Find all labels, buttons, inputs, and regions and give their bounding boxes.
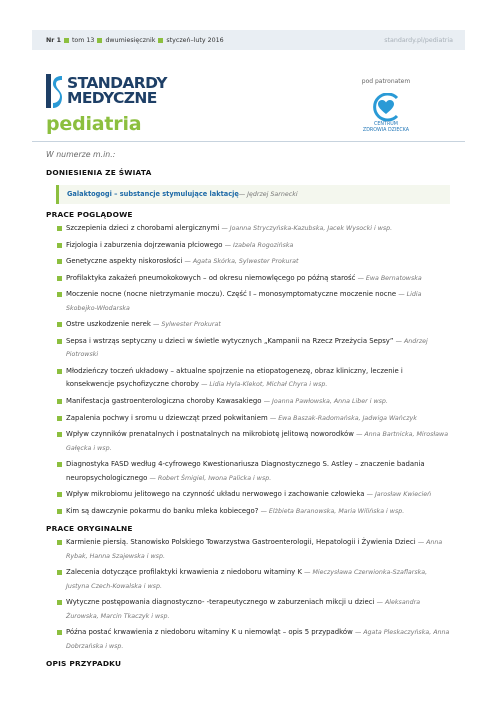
list-item[interactable] — [57, 365, 450, 392]
article-title: Zapalenia pochwy i sromu u dziewcząt przed pokwitaniem — [66, 413, 268, 422]
issue-date: styczeń–luty 2016 — [166, 36, 224, 44]
article-title: Sepsa i wstrząs septyczny u dzieci w świetle wytycznych „Kampanii na Rzecz Przeżycia Sepsy” — [66, 336, 394, 345]
article-title: Genetyczne aspekty niskorosłości — [66, 257, 183, 266]
contents-intro: W numerze m.in.: — [46, 150, 116, 159]
masthead-title — [67, 76, 167, 106]
masthead-line2: MEDYCZNE — [67, 89, 157, 107]
article-list — [57, 222, 450, 518]
article-authors: — Andrzej Piotrowski — [66, 337, 428, 359]
article-title: Wytyczne postępowania diagnostyczno- -terapeutycznego w zaburzeniach mikcji u dzieci — [66, 598, 375, 607]
article-authors: — Sylwester Prokurat — [153, 321, 221, 329]
section-title: PRACE ORYGINALNE — [46, 524, 133, 534]
article-authors: — Aleksandra Żurowska, Marcin Tkaczyk i wsp. — [66, 599, 421, 620]
patronage-org-line1: CENTRUM — [374, 122, 398, 127]
article-title: Diagnostyka FASD według 4-cyfrowego Kwestionariusza Diagnostycznego S. Astley – znaczenie badania neuropsychologicznego — [66, 460, 425, 482]
list-item[interactable] — [57, 239, 450, 252]
article-authors: — Robert Śmigiel, Iwona Palicka i wsp. — [149, 474, 272, 482]
journal-subtitle: pediatria — [46, 113, 142, 135]
article-title: Fizjologia i zaburzenia dojrzewania płciowego — [66, 240, 223, 249]
section-title: DONIESIENIA ZE ŚWIATA — [46, 168, 152, 177]
bullet-square-icon — [158, 38, 163, 43]
article-list — [57, 536, 450, 653]
website-link[interactable]: standardy.pl/pediatria — [384, 36, 453, 44]
list-item[interactable] — [57, 255, 450, 268]
list-item[interactable] — [57, 566, 450, 593]
article-title: Moczenie nocne (nocne nietrzymanie moczu). Część I – monosymptomatyczne moczenie nocne — [66, 290, 397, 299]
list-item[interactable] — [57, 318, 450, 331]
masthead-line1: STANDARDY — [67, 74, 167, 92]
article-authors: — Anna Rybak, Hanna Szajewska i wsp. — [66, 539, 443, 560]
featured-article[interactable] — [56, 185, 450, 204]
table-of-contents — [46, 168, 450, 668]
article-title: Wpływ mikrobiomu jelitowego na czynność układu nerwowego i zachowanie człowieka — [66, 490, 365, 499]
masthead-logo — [46, 73, 167, 109]
list-item[interactable] — [57, 288, 450, 315]
volume: tom 13 — [71, 36, 95, 44]
section-title: OPIS PRZYPADKU — [46, 658, 122, 668]
list-item[interactable] — [57, 222, 450, 235]
list-item[interactable] — [57, 596, 450, 623]
article-authors: — Ewa Bernatowska — [357, 274, 422, 282]
article-authors: — Jarosław Kwiecień — [366, 491, 432, 499]
bullet-square-icon — [97, 38, 102, 43]
article-authors: — Elżbieta Baranowska, Maria Wilińska i wsp. — [260, 507, 405, 515]
list-item[interactable] — [57, 505, 450, 518]
list-item[interactable] — [57, 395, 450, 408]
list-item[interactable] — [57, 335, 450, 362]
article-title: Wpływ czynników prenatalnych i postnatalnych na mikrobiotę jelitową noworodków — [66, 430, 354, 439]
issue-info — [46, 37, 224, 44]
article-authors: — Agata Skórka, Sylwester Prokurat — [184, 258, 299, 266]
list-item[interactable] — [57, 428, 450, 455]
article-authors: — Lidia Skobejko-Włodarska — [66, 291, 422, 312]
article-title: Karmienie piersią. Stanowisko Polskiego Towarzystwa Gastroenterologii, Hepatologii i Żywienia Dzieci — [66, 538, 416, 547]
standardy-logo-icon — [46, 74, 62, 108]
article-authors: — Agata Pleskaczyńska, Anna Dobrzańska i wsp. — [66, 629, 450, 650]
patronage-org-line2: ZDROWIA DZIECKA — [362, 128, 410, 133]
frequency: dwumiesięcznik — [105, 36, 156, 44]
patronage-label: pod patronatem — [361, 78, 411, 85]
article-title: Profilaktyka zakażeń pneumokokowych – od okresu niemowlęcego po późną starość — [66, 273, 356, 282]
article-title: Szczepienia dzieci z chorobami alergicznymi — [66, 224, 220, 232]
article-title: Młodzieńczy toczeń układowy – aktualne spojrzenie na etiopatogenezę, obraz kliniczny, leczenie i konsekwencje psychofizyczne choroby — [66, 366, 403, 389]
list-item[interactable] — [57, 272, 450, 285]
article-authors: — Lidia Hyla-Klekot, Michał Chyra i wsp. — [201, 381, 328, 389]
article-authors: — Mieczysława Czerwionka-Szaflarska, Justyna Czech-Kowalska i wsp. — [66, 569, 428, 590]
article-authors: — Izabela Rogozińska — [224, 241, 294, 249]
list-item[interactable] — [57, 626, 450, 653]
list-item[interactable] — [57, 488, 450, 501]
article-title: Kim są dawczynie pokarmu do banku mleka kobiecego? — [66, 506, 259, 515]
article-authors: — Joanna Pawłowska, Anna Liber i wsp. — [263, 397, 388, 405]
article-title: Manifestacja gastroenterologiczna choroby Kawasakiego — [66, 396, 262, 405]
issue-number: Nr 1 — [46, 36, 61, 44]
article-authors: — Joanna Stryczyńska-Kazubska, Jacek Wysocki i wsp. — [221, 225, 393, 232]
list-item[interactable] — [57, 536, 450, 563]
issue-bar — [32, 30, 465, 50]
heart-c-logo-icon — [369, 93, 403, 121]
bullet-square-icon — [64, 38, 69, 43]
header-divider — [32, 141, 465, 142]
patronage-org — [350, 122, 422, 134]
list-item[interactable] — [57, 458, 450, 485]
section-title: PRACE POGLĄDOWE — [46, 210, 133, 219]
patronage — [350, 78, 422, 134]
article-title: Późna postać krwawienia z niedoboru witaminy K u niemowląt – opis 5 przypadków — [66, 628, 353, 637]
article-authors: — Jędrzej Sarnecki — [238, 191, 298, 198]
list-item[interactable] — [57, 412, 450, 425]
article-authors: — Ewa Baszak-Radomańska, Jadwiga Wańczyk — [269, 414, 417, 422]
article-title: Galaktogogi – substancje stymulujące laktację — [67, 190, 239, 198]
article-title: Zalecenia dotyczące profilaktyki krwawienia z niedoboru witaminy K — [66, 568, 302, 577]
article-authors: — Anna Bartnicka, Mirosława Gałęcka i wsp. — [66, 431, 449, 452]
article-title: Ostre uszkodzenie nerek — [66, 320, 151, 329]
